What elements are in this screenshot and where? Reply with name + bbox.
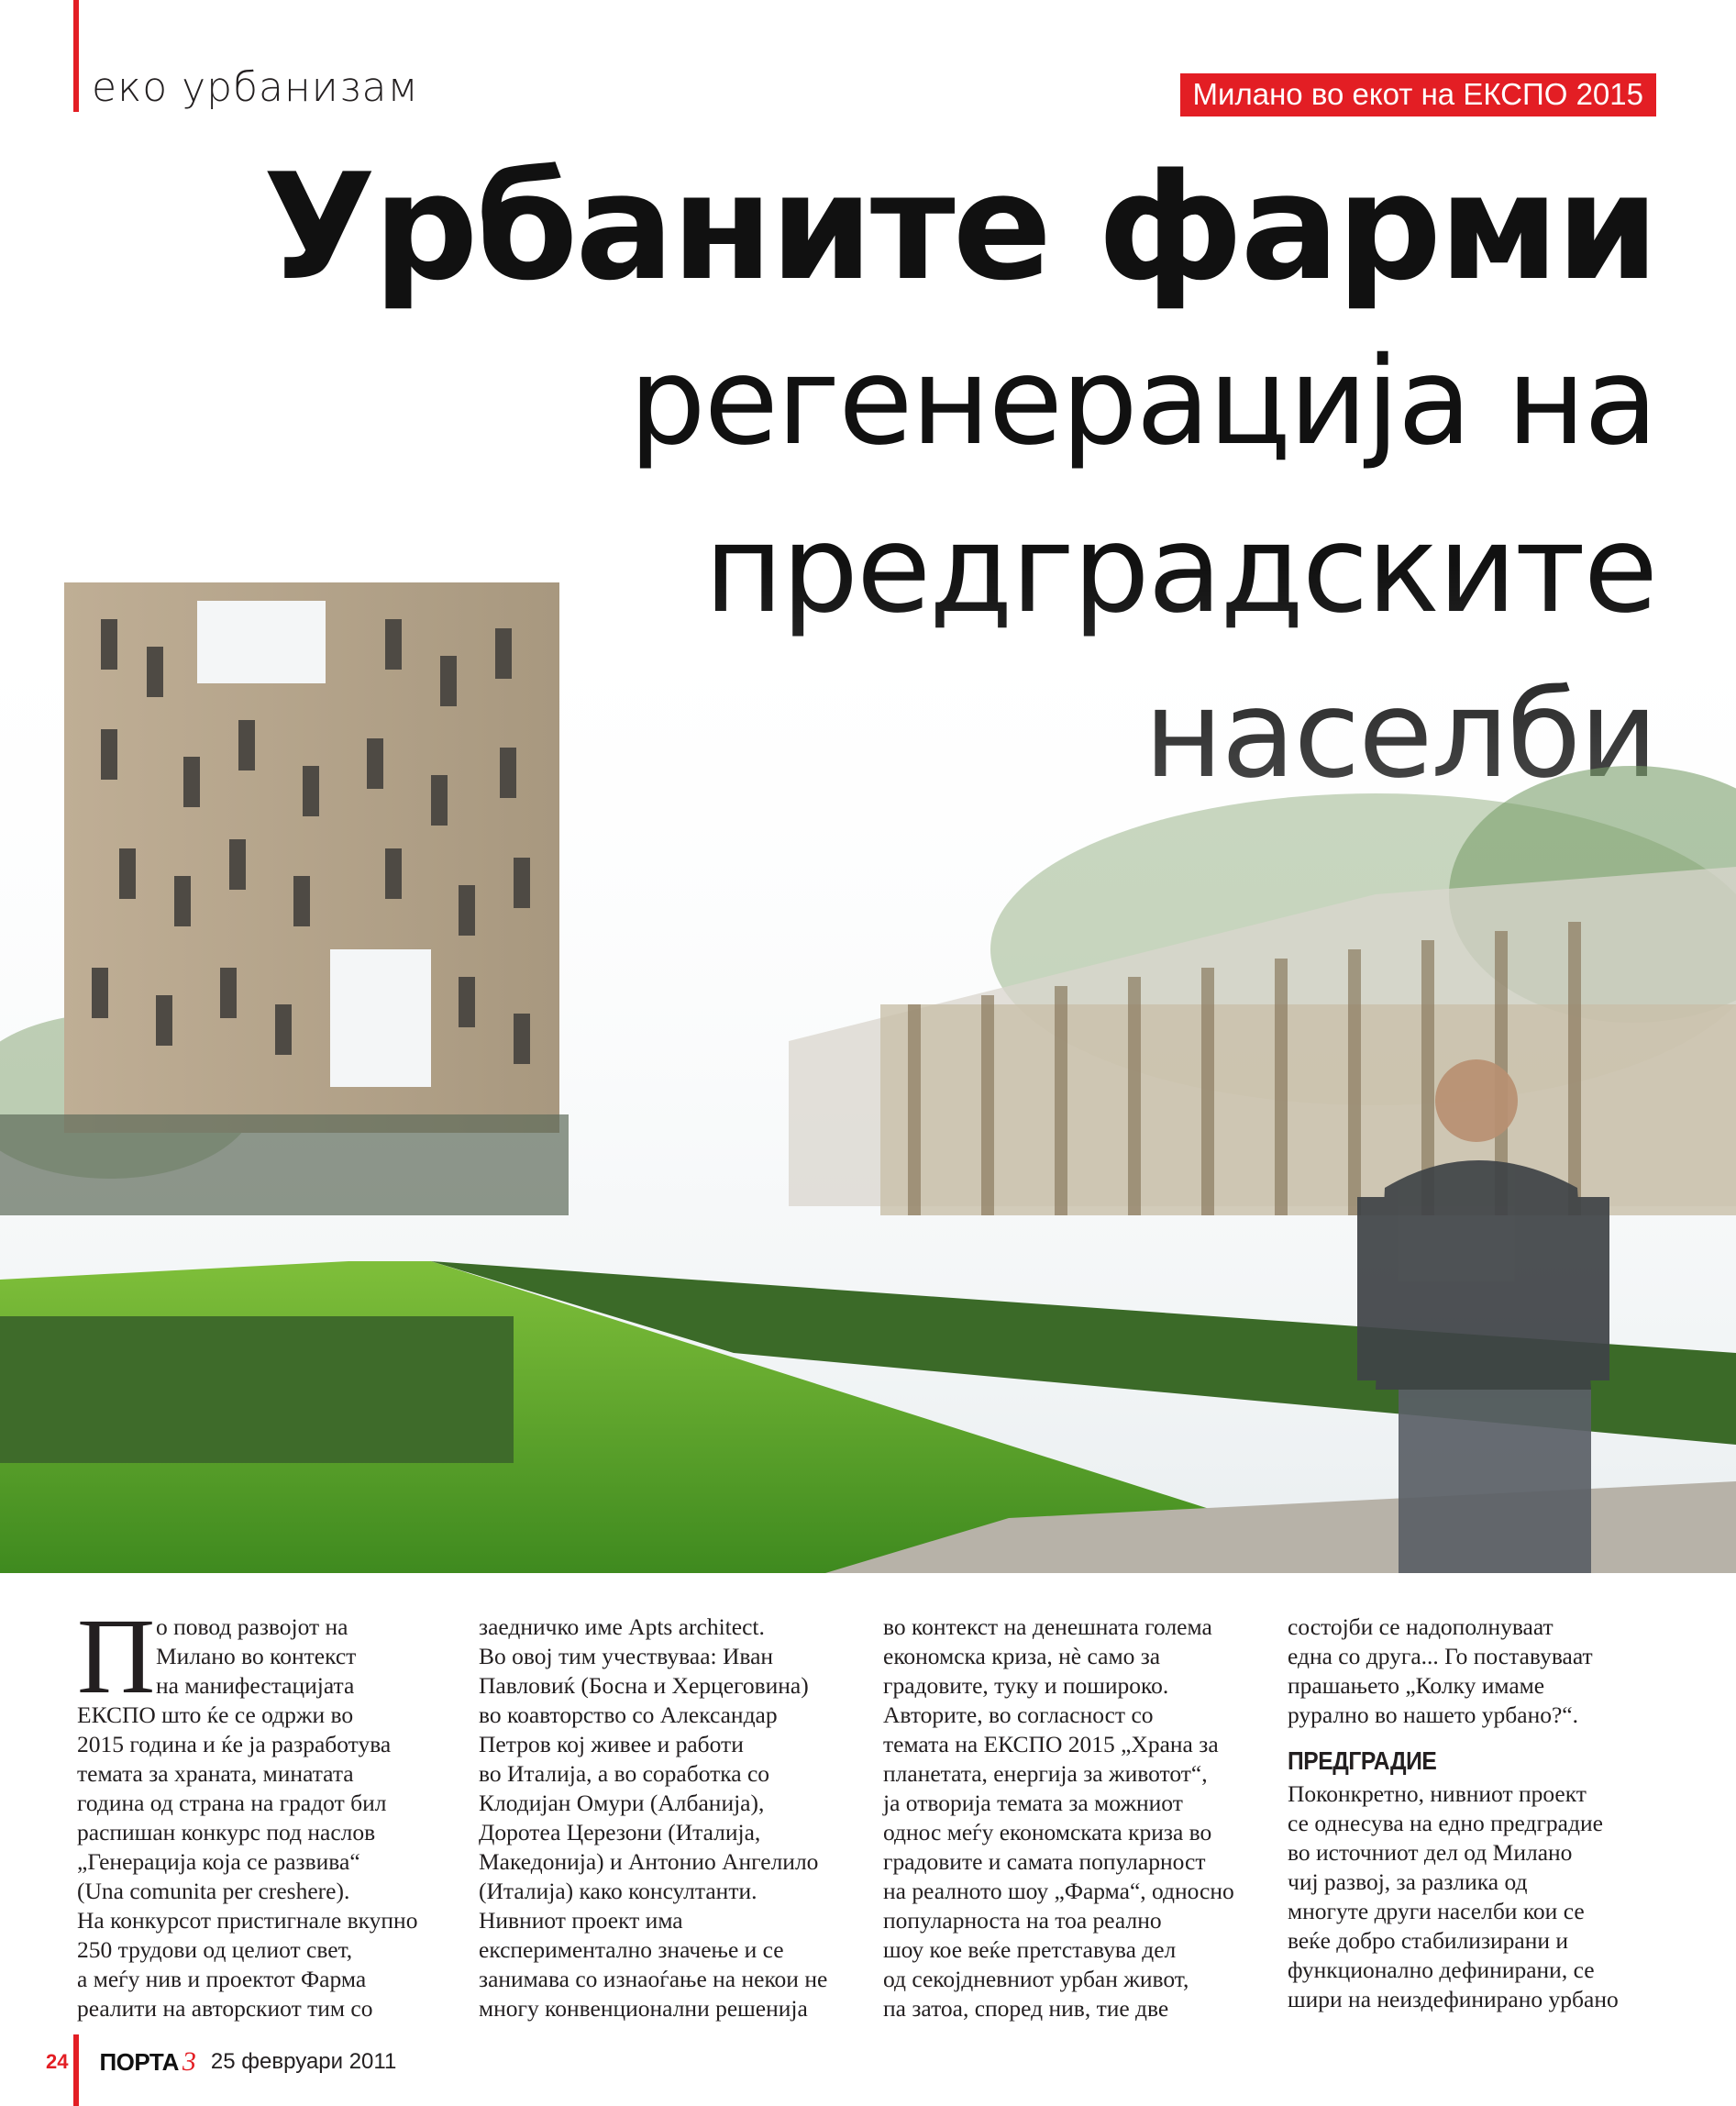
text-line: планетата, енергија за животот“, <box>883 1760 1208 1787</box>
text-line: Македонија) и Антонио Ангелило <box>479 1848 819 1875</box>
text-line: однос меѓу економската криза во <box>883 1819 1212 1846</box>
text-line: една со друга... Го поставуваат <box>1288 1643 1593 1669</box>
subheadline-line-1: регенерација на <box>628 331 1656 472</box>
magazine-logo-number: 3 <box>182 2046 196 2077</box>
text-line: шири на неиздефинирано урбано <box>1288 1986 1619 2012</box>
text-line: функционално дефинирани, се <box>1288 1956 1595 1983</box>
header-red-rule <box>73 0 79 112</box>
text-line: од секојдневниот урбан живот, <box>883 1966 1189 1992</box>
issue-date: 25 февруари 2011 <box>210 2049 397 2074</box>
text-line: ја отворија темата за можниот <box>883 1790 1183 1816</box>
text-line: Во овој тим учествуваа: Иван <box>479 1643 774 1669</box>
text-line: Нивниот проект има <box>479 1907 683 1934</box>
section-tag: еко урбанизам <box>92 64 419 111</box>
text-line: „Генерација која се развива“ <box>77 1848 360 1875</box>
article-column-3 <box>883 1613 1259 2023</box>
text-line: во контекст на денешната голема <box>883 1613 1212 1640</box>
article-body <box>0 1596 1736 2034</box>
text-line: (Una comunita per creshere). <box>77 1878 350 1904</box>
text-line: економска криза, нè само за <box>883 1643 1161 1669</box>
text-line: 2015 година и ќе ја разработува <box>77 1731 392 1757</box>
text-line: чиј развој, за разлика од <box>1288 1868 1528 1895</box>
text-line: распишан конкурс под наслов <box>77 1819 376 1846</box>
text-line: во источниот дел од Милано <box>1288 1839 1573 1866</box>
text-line: шоу кое веќе претставува дел <box>883 1936 1177 1963</box>
text-line: Доротеа Церезони (Италија, <box>479 1819 761 1846</box>
article-column-1 <box>77 1596 453 2023</box>
text-line: а меѓу нив и проектот Фарма <box>77 1966 367 1992</box>
text-line: состојби се надополнуваат <box>1288 1613 1554 1640</box>
article-column-2 <box>479 1613 855 2023</box>
text-line: занимава со изнаоѓање на некои не <box>479 1966 828 1992</box>
text-line: о повод развојот на <box>156 1613 348 1640</box>
text-line: Поконкретно, нивниот проект <box>1288 1780 1587 1807</box>
text-line: рурално во нашето урбано?“. <box>1288 1701 1578 1728</box>
page-footer <box>46 2044 396 2080</box>
text-line: година од страна на градот бил <box>77 1790 387 1816</box>
page-number: 24 <box>46 2050 69 2073</box>
text-line: на манифестацијата <box>156 1672 355 1699</box>
text-line: Павловиќ (Босна и Херцеговина) <box>479 1672 809 1699</box>
text-line: градовите и самата популарност <box>883 1848 1206 1875</box>
text-line: 250 трудови од целиот свет, <box>77 1936 353 1963</box>
text-line: Авторите, во согласност со <box>883 1701 1154 1728</box>
text-line: многуте други населби кои се <box>1288 1898 1585 1924</box>
text-line: веќе добро стабилизирани и <box>1288 1927 1569 1954</box>
text-line: темата на ЕКСПО 2015 „Храна за <box>883 1731 1219 1757</box>
text-line: во коавторство со Александар <box>479 1701 778 1728</box>
drop-cap: П <box>77 1596 156 1716</box>
text-line: Милано во контекст <box>156 1643 357 1669</box>
series-label: Милано во екот на ЕКСПО 2015 <box>1180 73 1656 116</box>
text-line: ЕКСПО што ќе се одржи во <box>77 1701 354 1728</box>
text-line: па затоа, според нив, тие две <box>883 1995 1169 2022</box>
subheading: ПРЕДГРАДИЕ <box>1288 1746 1437 1775</box>
hero-rendering-image <box>0 564 1736 1573</box>
text-line: прашањето „Колку имаме <box>1288 1672 1545 1699</box>
text-line: Клодијан Омури (Албанија), <box>479 1790 765 1816</box>
text-line: популарноста на тоа реално <box>883 1907 1162 1934</box>
text-line: на реалното шоу „Фарма“, односно <box>883 1878 1234 1904</box>
text-line: заедничко име Apts architect. <box>479 1613 765 1640</box>
text-line: во Италија, а во соработка со <box>479 1760 770 1787</box>
text-line: Петров кој живее и работи <box>479 1731 744 1757</box>
text-line: градовите, туку и пошироко. <box>883 1672 1169 1699</box>
text-line: темата за храната, минатата <box>77 1760 354 1787</box>
headline: Урбаните фарми <box>262 141 1656 313</box>
text-line: реалити на авторскиот тим со <box>77 1995 373 2022</box>
text-line: експериментално значење и се <box>479 1936 784 1963</box>
text-line: многу конвенционални решенија <box>479 1995 808 2022</box>
text-line: се однесува на едно предградие <box>1288 1810 1603 1836</box>
text-line: (Италија) како консултанти. <box>479 1878 757 1904</box>
article-column-4 <box>1288 1613 1664 2014</box>
text-line: На конкурсот пристигнале вкупно <box>77 1907 418 1934</box>
magazine-logo: ПОРТА <box>99 2047 179 2076</box>
